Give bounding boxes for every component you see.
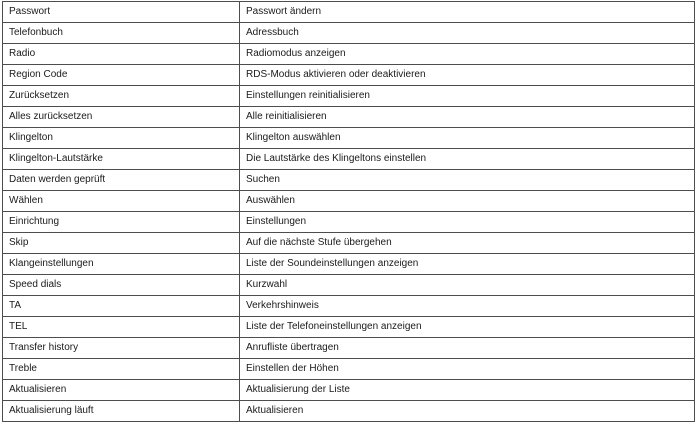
table-row <box>3 128 695 149</box>
table-row <box>3 212 695 233</box>
term-cell: Klingelton-Lautstärke <box>3 149 240 170</box>
term-cell: Wählen <box>3 191 240 212</box>
translation-cell: Einstellungen <box>240 212 695 233</box>
term-cell: Passwort <box>3 2 240 23</box>
translation-cell: Adressbuch <box>240 23 695 44</box>
translation-cell: Passwort ändern <box>240 2 695 23</box>
translation-cell: Anrufliste übertragen <box>240 338 695 359</box>
term-cell: Region Code <box>3 65 240 86</box>
table-row <box>3 296 695 317</box>
translation-cell: Die Lautstärke des Klingeltons einstellen <box>240 149 695 170</box>
table-row <box>3 23 695 44</box>
glossary-table <box>2 1 695 422</box>
term-cell: Klangeinstellungen <box>3 254 240 275</box>
term-cell: Telefonbuch <box>3 23 240 44</box>
term-cell: Daten werden geprüft <box>3 170 240 191</box>
translation-cell: Einstellen der Höhen <box>240 359 695 380</box>
term-cell: TEL <box>3 317 240 338</box>
term-cell: TA <box>3 296 240 317</box>
term-cell: Aktualisieren <box>3 380 240 401</box>
translation-cell: Aktualisieren <box>240 401 695 422</box>
translation-cell: Suchen <box>240 170 695 191</box>
term-cell: Speed dials <box>3 275 240 296</box>
term-cell: Skip <box>3 233 240 254</box>
translation-cell: Alle reinitialisieren <box>240 107 695 128</box>
table-row <box>3 65 695 86</box>
term-cell: Klingelton <box>3 128 240 149</box>
translation-cell: Verkehrshinweis <box>240 296 695 317</box>
term-cell: Alles zurücksetzen <box>3 107 240 128</box>
translation-cell: Aktualisierung der Liste <box>240 380 695 401</box>
term-cell: Zurücksetzen <box>3 86 240 107</box>
glossary-table-container <box>2 1 694 422</box>
table-row <box>3 107 695 128</box>
table-row <box>3 317 695 338</box>
translation-cell: Liste der Telefoneinstellungen anzeigen <box>240 317 695 338</box>
table-row <box>3 359 695 380</box>
translation-cell: Auswählen <box>240 191 695 212</box>
term-cell: Aktualisierung läuft <box>3 401 240 422</box>
table-row <box>3 2 695 23</box>
table-row <box>3 44 695 65</box>
table-row <box>3 149 695 170</box>
term-cell: Treble <box>3 359 240 380</box>
table-row <box>3 86 695 107</box>
table-row <box>3 338 695 359</box>
translation-cell: Kurzwahl <box>240 275 695 296</box>
translation-cell: Auf die nächste Stufe übergehen <box>240 233 695 254</box>
term-cell: Radio <box>3 44 240 65</box>
table-row <box>3 380 695 401</box>
table-row <box>3 275 695 296</box>
table-row <box>3 170 695 191</box>
translation-cell: Liste der Soundeinstellungen anzeigen <box>240 254 695 275</box>
translation-cell: RDS-Modus aktivieren oder deaktivieren <box>240 65 695 86</box>
term-cell: Einrichtung <box>3 212 240 233</box>
translation-cell: Radiomodus anzeigen <box>240 44 695 65</box>
table-row <box>3 254 695 275</box>
translation-cell: Einstellungen reinitialisieren <box>240 86 695 107</box>
table-row <box>3 233 695 254</box>
table-row <box>3 191 695 212</box>
translation-cell: Klingelton auswählen <box>240 128 695 149</box>
term-cell: Transfer history <box>3 338 240 359</box>
table-row <box>3 401 695 422</box>
